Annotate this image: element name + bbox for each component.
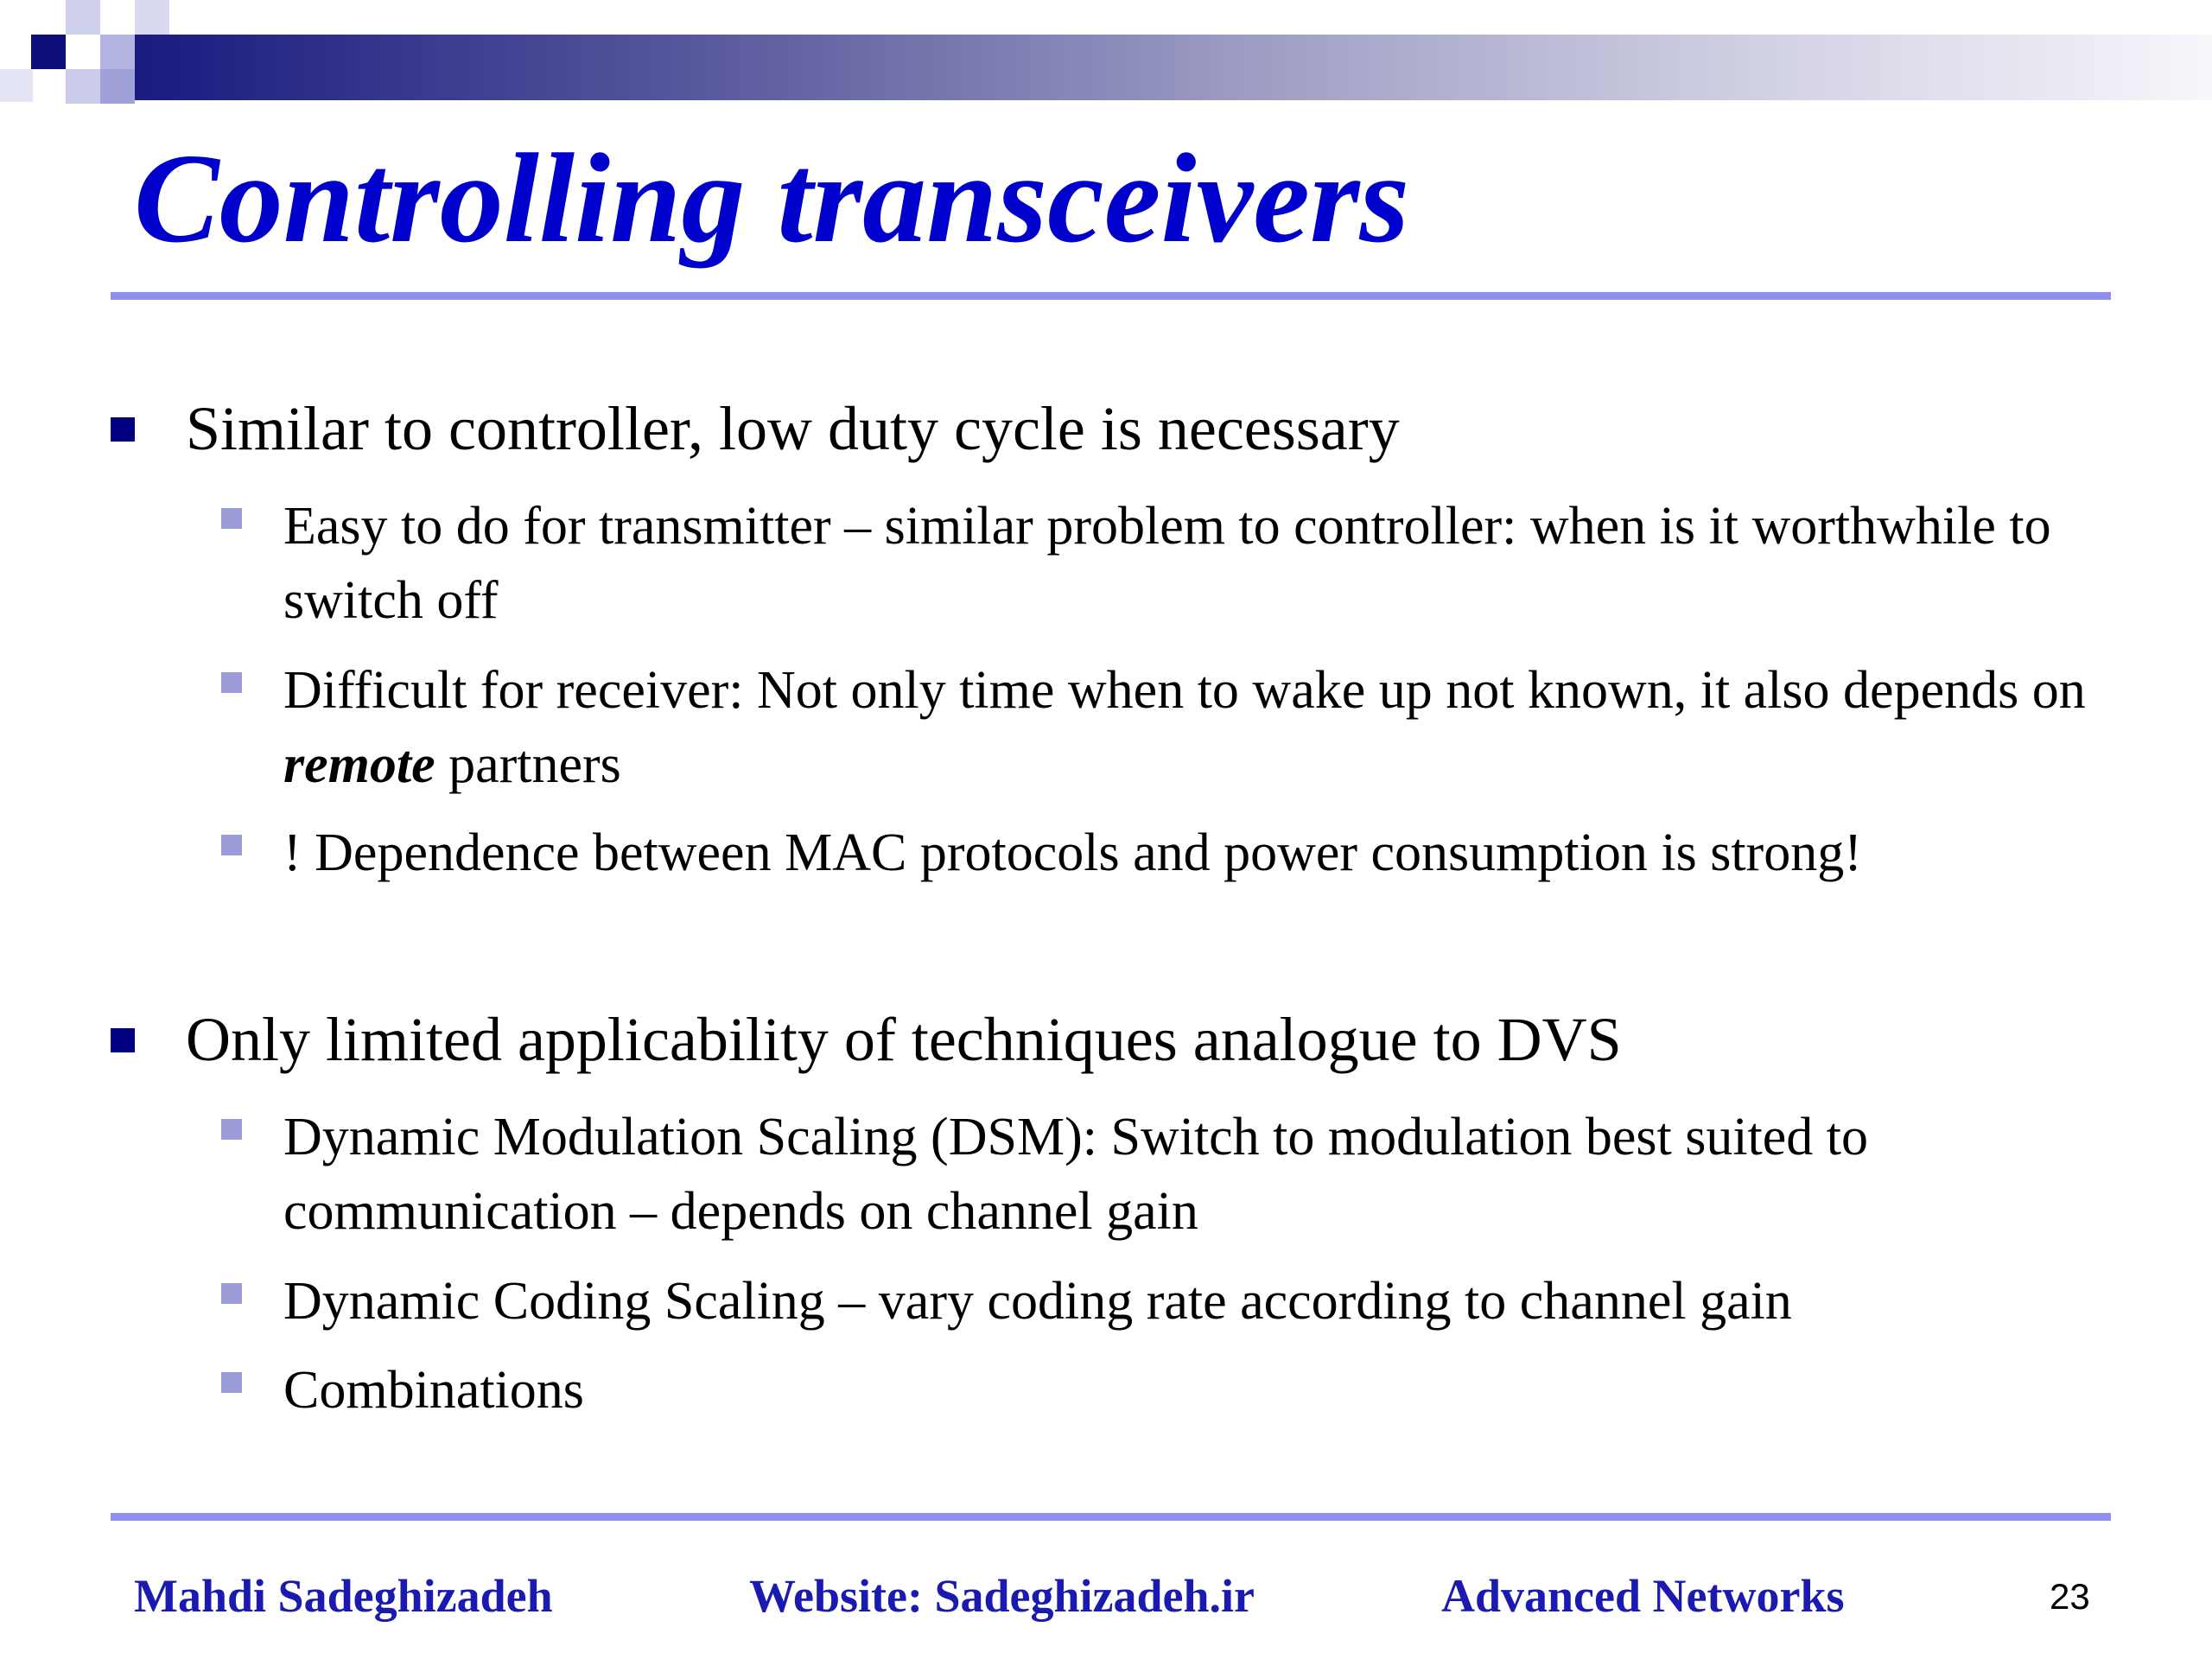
header-decoration-square [66,0,100,35]
bullet-text: Dynamic Coding Scaling – vary coding rate according to channel gain [283,1272,1792,1331]
square-bullet-icon [221,508,242,529]
header-decoration-square [31,35,66,69]
header-decoration-square [100,69,135,104]
bullet-text: ! Dependence between MAC protocols and power consumption is strong! [283,823,1862,882]
bullet-item-level1 [186,391,2121,466]
square-bullet-icon [221,672,242,693]
square-bullet-icon [221,1283,242,1304]
bullet-item-level2 [283,816,2141,890]
bullet-text-part: partners [435,735,621,794]
footer-website: Website: Sadeghizadeh.ir [749,1570,1255,1622]
bullet-text: Combinations [283,1361,584,1420]
header-gradient-bar [134,35,2212,100]
bullet-item-level2 [283,653,2141,802]
footer-rule [111,1513,2111,1521]
title-underline [111,292,2111,300]
header-decoration-square [66,69,100,104]
emphasized-word: remote [283,735,435,794]
header-decoration-square [100,35,135,69]
square-bullet-icon [111,1028,135,1052]
bullet-text [283,661,2086,794]
bullet-item-level2 [283,1353,2141,1427]
square-bullet-icon [221,1119,242,1140]
bullet-item-level1 [186,1002,2121,1077]
square-bullet-icon [111,417,135,442]
bullet-text-part: Difficult for receiver: Not only time when to wake up not known, it also depends on [283,661,2086,720]
bullet-item-level2 [283,1264,2141,1338]
square-bullet-icon [221,1372,242,1393]
bullet-item-level2 [283,489,2141,638]
square-bullet-icon [221,835,242,855]
page-number: 23 [2050,1576,2090,1617]
header-decoration-square [0,69,33,102]
bullet-text: Easy to do for transmitter – similar problem to controller: when is it worthwhile to switch off [283,497,2051,630]
bullet-text: Similar to controller, low duty cycle is necessary [186,394,1400,463]
slide-title: Controlling transceivers [134,128,1410,270]
footer-course-title: Advanced Networks [1441,1570,1845,1622]
header-decoration-square [135,0,169,35]
bullet-text: Only limited applicability of techniques analogue to DVS [186,1005,1622,1074]
bullet-text: Dynamic Modulation Scaling (DSM): Switch to modulation best suited to communication – depends on channel gain [283,1108,1869,1241]
footer-author: Mahdi Sadeghizadeh [134,1570,553,1622]
bullet-item-level2 [283,1100,2141,1249]
